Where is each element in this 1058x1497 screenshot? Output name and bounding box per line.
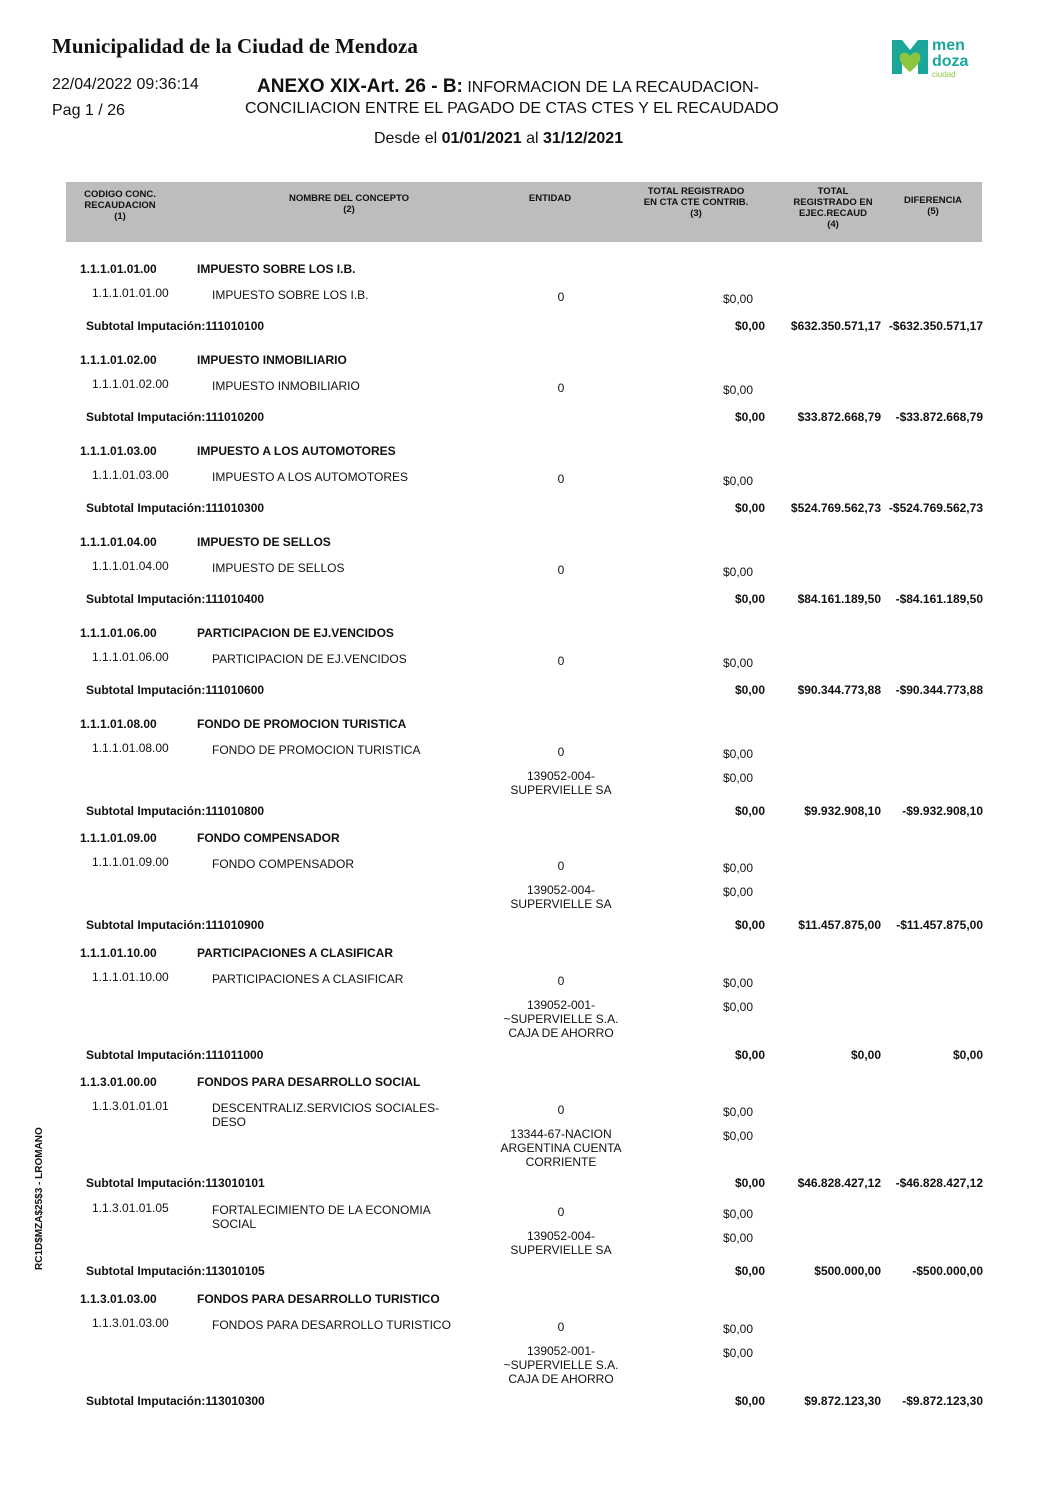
subtotal-total-ejec: $9.872.123,30	[804, 1394, 881, 1408]
entry-entity: 0	[557, 974, 565, 988]
subtotal-total-cta: $0,00	[734, 683, 765, 697]
entry-amount: $0,00	[723, 976, 754, 990]
group-name: FONDO COMPENSADOR	[197, 831, 340, 845]
col-header-entity: ENTIDAD	[528, 193, 572, 204]
entry-entity: 0	[557, 290, 565, 304]
logo-line1: men	[932, 37, 965, 54]
subtotal-total-cta: $0,00	[734, 410, 765, 424]
group-code: 1.1.1.01.03.00	[80, 444, 157, 458]
subtotal-row	[86, 1394, 265, 1408]
entry-amount: $0,00	[723, 861, 754, 875]
subtotal-total-ejec: $0,00	[850, 1048, 881, 1062]
subtotal-total-ejec: $33.872.668,79	[797, 410, 881, 424]
entry-entity: 139052-004- SUPERVIELLE SA	[510, 883, 612, 911]
item-name: FONDOS PARA DESARROLLO TURISTICO	[212, 1318, 451, 1332]
subtotal-imputation: 111010100	[205, 319, 265, 333]
subtotal-total-cta: $0,00	[734, 1394, 765, 1408]
col-header-total-cta: TOTAL REGISTRADO EN CTA CTE CONTRIB. (3)	[643, 186, 749, 219]
subtotal-imputation: 113010300	[205, 1394, 265, 1408]
item-name: IMPUESTO A LOS AUTOMOTORES	[212, 470, 409, 484]
item-code: 1.1.1.01.10.00	[92, 970, 169, 984]
group-code: 1.1.1.01.04.00	[80, 535, 157, 549]
subtotal-row	[86, 683, 264, 697]
subtotal-diff: -$33.872.668,79	[895, 410, 983, 424]
item-name: FORTALECIMIENTO DE LA ECONOMIA SOCIAL	[212, 1203, 431, 1231]
item-name: IMPUESTO DE SELLOS	[212, 561, 345, 575]
subtotal-imputation: 111010600	[205, 683, 265, 697]
subtotal-total-ejec: $46.828.427,12	[797, 1176, 881, 1190]
entry-amount: $0,00	[723, 1207, 754, 1221]
logo-line3: ciudad	[932, 70, 956, 79]
entry-amount: $0,00	[723, 383, 754, 397]
group-name: FONDOS PARA DESARROLLO SOCIAL	[197, 1075, 421, 1089]
group-code: 1.1.1.01.06.00	[80, 626, 157, 640]
item-code: 1.1.3.01.01.01	[92, 1099, 169, 1113]
page-number: Pag 1 / 26	[52, 102, 125, 119]
subtotal-row	[86, 918, 264, 932]
group-code: 1.1.1.01.09.00	[80, 831, 157, 845]
entry-entity: 0	[557, 1205, 565, 1219]
entry-entity: 0	[557, 472, 565, 486]
entry-amount: $0,00	[723, 1129, 754, 1143]
item-name: IMPUESTO SOBRE LOS I.B.	[212, 288, 369, 302]
group-name: IMPUESTO INMOBILIARIO	[197, 353, 347, 367]
entry-amount: $0,00	[723, 565, 754, 579]
subtotal-imputation: 113010101	[205, 1176, 265, 1190]
subtotal-label: Subtotal Imputación:	[86, 1394, 206, 1408]
subtotal-label: Subtotal Imputación:	[86, 918, 206, 932]
subtotal-row	[86, 319, 264, 333]
item-code: 1.1.1.01.03.00	[92, 468, 169, 482]
entry-entity: 0	[557, 1320, 565, 1334]
item-code: 1.1.1.01.06.00	[92, 650, 169, 664]
group-name: PARTICIPACION DE EJ.VENCIDOS	[197, 626, 394, 640]
subtotal-total-cta: $0,00	[734, 1264, 765, 1278]
subtotal-total-ejec: $11.457.875,00	[798, 918, 881, 932]
subtotal-diff: -$632.350.571,17	[888, 319, 983, 333]
report-title-bold: ANEXO XIX-Art. 26 - B:	[257, 76, 463, 97]
item-name: DESCENTRALIZ.SERVICIOS SOCIALES- DESO	[212, 1101, 440, 1129]
entry-entity: 0	[557, 381, 565, 395]
subtotal-label: Subtotal Imputación:	[86, 1264, 206, 1278]
subtotal-diff: -$46.828.427,12	[895, 1176, 983, 1190]
subtotal-diff: -$524.769.562,73	[888, 501, 983, 515]
col-header-diff: DIFERENCIA (5)	[903, 195, 963, 217]
subtotal-label: Subtotal Imputación:	[86, 683, 206, 697]
subtotal-diff: $0,00	[952, 1048, 983, 1062]
item-name: FONDO COMPENSADOR	[212, 857, 355, 871]
group-name: IMPUESTO A LOS AUTOMOTORES	[197, 444, 396, 458]
item-code: 1.1.1.01.01.00	[92, 286, 169, 300]
range-mid: al	[521, 130, 544, 147]
group-code: 1.1.1.01.08.00	[80, 717, 157, 731]
subtotal-imputation: 111010900	[205, 918, 265, 932]
subtotal-row	[86, 501, 264, 515]
subtotal-total-cta: $0,00	[734, 319, 765, 333]
item-code: 1.1.3.01.03.00	[92, 1316, 169, 1330]
range-from: 01/01/2021	[441, 130, 522, 147]
entry-entity: 0	[557, 563, 565, 577]
subtotal-total-ejec: $632.350.571,17	[790, 319, 881, 333]
entry-amount: $0,00	[723, 656, 754, 670]
side-code: RC1D$MZA$25$3 - LROMANO	[34, 1127, 45, 1270]
entry-entity: 0	[557, 745, 565, 759]
subtotal-total-ejec: $500.000,00	[814, 1264, 881, 1278]
col-header-total-ejec: TOTAL REGISTRADO EN EJEC.RECAUD (4)	[793, 186, 873, 230]
group-name: FONDO DE PROMOCION TURISTICA	[197, 717, 407, 731]
subtotal-diff: -$500.000,00	[912, 1264, 983, 1278]
subtotal-total-cta: $0,00	[734, 501, 765, 515]
item-name: PARTICIPACION DE EJ.VENCIDOS	[212, 652, 407, 666]
subtotal-total-ejec: $9.932.908,10	[804, 804, 881, 818]
subtotal-total-cta: $0,00	[734, 918, 765, 932]
group-code: 1.1.1.01.01.00	[80, 262, 157, 276]
col-header-name: NOMBRE DEL CONCEPTO (2)	[289, 193, 409, 215]
subtotal-imputation: 111011000	[205, 1048, 264, 1062]
entry-entity: 139052-001- ~SUPERVIELLE S.A. CAJA DE AHORRO	[503, 998, 619, 1040]
entry-amount: $0,00	[723, 1000, 754, 1014]
item-code: 1.1.3.01.01.05	[92, 1201, 169, 1215]
entry-entity: 0	[557, 859, 565, 873]
entry-amount: $0,00	[723, 1231, 754, 1245]
group-code: 1.1.3.01.03.00	[80, 1292, 157, 1306]
subtotal-total-ejec: $524.769.562,73	[790, 501, 881, 515]
report-title-rest: INFORMACION DE LA RECAUDACION-	[462, 79, 759, 96]
entry-entity: 0	[557, 654, 565, 668]
col-header-code: CODIGO CONC. RECAUDACION (1)	[84, 189, 156, 222]
subtotal-imputation: 111010300	[205, 501, 265, 515]
range-to: 31/12/2021	[543, 130, 624, 147]
subtotal-total-cta: $0,00	[734, 804, 765, 818]
subtotal-label: Subtotal Imputación:	[86, 804, 206, 818]
subtotal-row	[86, 410, 264, 424]
range-prefix: Desde el	[374, 130, 442, 147]
entry-entity: 139052-004- SUPERVIELLE SA	[510, 1229, 612, 1257]
group-name: IMPUESTO DE SELLOS	[197, 535, 331, 549]
subtotal-total-cta: $0,00	[734, 592, 765, 606]
logo-line2: doza	[932, 53, 969, 70]
subtotal-total-cta: $0,00	[734, 1176, 765, 1190]
entry-entity: 0	[557, 1103, 565, 1117]
subtotal-label: Subtotal Imputación:	[86, 1176, 206, 1190]
subtotal-row	[86, 1176, 265, 1190]
entry-amount: $0,00	[723, 292, 754, 306]
entry-entity: 139052-004- SUPERVIELLE SA	[510, 769, 612, 797]
report-datetime: 22/04/2022 09:36:14	[52, 76, 199, 93]
subtotal-row	[86, 1048, 263, 1062]
subtotal-diff: -$9.932.908,10	[902, 804, 983, 818]
subtotal-label: Subtotal Imputación:	[86, 501, 206, 515]
item-code: 1.1.1.01.08.00	[92, 741, 169, 755]
subtotal-imputation: 111010400	[205, 592, 265, 606]
subtotal-row	[86, 1264, 265, 1278]
group-code: 1.1.1.01.10.00	[80, 946, 157, 960]
item-code: 1.1.1.01.09.00	[92, 855, 169, 869]
entry-amount: $0,00	[723, 1346, 754, 1360]
subtotal-total-ejec: $90.344.773,88	[797, 683, 881, 697]
entry-amount: $0,00	[723, 747, 754, 761]
subtotal-label: Subtotal Imputación:	[86, 410, 206, 424]
entry-amount: $0,00	[723, 885, 754, 899]
group-name: PARTICIPACIONES A CLASIFICAR	[197, 946, 394, 960]
item-name: FONDO DE PROMOCION TURISTICA	[212, 743, 421, 757]
subtotal-diff: -$84.161.189,50	[895, 592, 983, 606]
subtotal-diff: -$90.344.773,88	[895, 683, 983, 697]
group-code: 1.1.1.01.02.00	[80, 353, 157, 367]
item-name: PARTICIPACIONES A CLASIFICAR	[212, 972, 404, 986]
group-name: FONDOS PARA DESARROLLO TURISTICO	[197, 1292, 440, 1306]
subtotal-imputation: 111010200	[205, 410, 265, 424]
municipality-title: Municipalidad de la Ciudad de Mendoza	[52, 34, 418, 58]
subtotal-label: Subtotal Imputación:	[86, 592, 206, 606]
group-name: IMPUESTO SOBRE LOS I.B.	[197, 262, 356, 276]
subtotal-diff: -$9.872.123,30	[902, 1394, 983, 1408]
subtotal-imputation: 113010105	[205, 1264, 265, 1278]
report-title-line2: CONCILIACION ENTRE EL PAGADO DE CTAS CTES Y EL RECAUDADO	[245, 100, 779, 117]
subtotal-total-cta: $0,00	[734, 1048, 765, 1062]
item-code: 1.1.1.01.04.00	[92, 559, 169, 573]
subtotal-label: Subtotal Imputación:	[86, 319, 206, 333]
entry-amount: $0,00	[723, 1322, 754, 1336]
item-code: 1.1.1.01.02.00	[92, 377, 169, 391]
entry-amount: $0,00	[723, 474, 754, 488]
entry-entity: 13344-67-NACION ARGENTINA CUENTA CORRIENTE	[500, 1127, 622, 1169]
group-code: 1.1.3.01.00.00	[80, 1075, 157, 1089]
entry-amount: $0,00	[723, 1105, 754, 1119]
subtotal-row	[86, 804, 264, 818]
entry-amount: $0,00	[723, 771, 754, 785]
subtotal-total-ejec: $84.161.189,50	[797, 592, 881, 606]
subtotal-imputation: 111010800	[205, 804, 265, 818]
subtotal-label: Subtotal Imputación:	[86, 1048, 206, 1062]
subtotal-diff: -$11.457.875,00	[896, 918, 983, 932]
subtotal-row	[86, 592, 264, 606]
item-name: IMPUESTO INMOBILIARIO	[212, 379, 360, 393]
entry-entity: 139052-001- ~SUPERVIELLE S.A. CAJA DE AHORRO	[503, 1344, 619, 1386]
